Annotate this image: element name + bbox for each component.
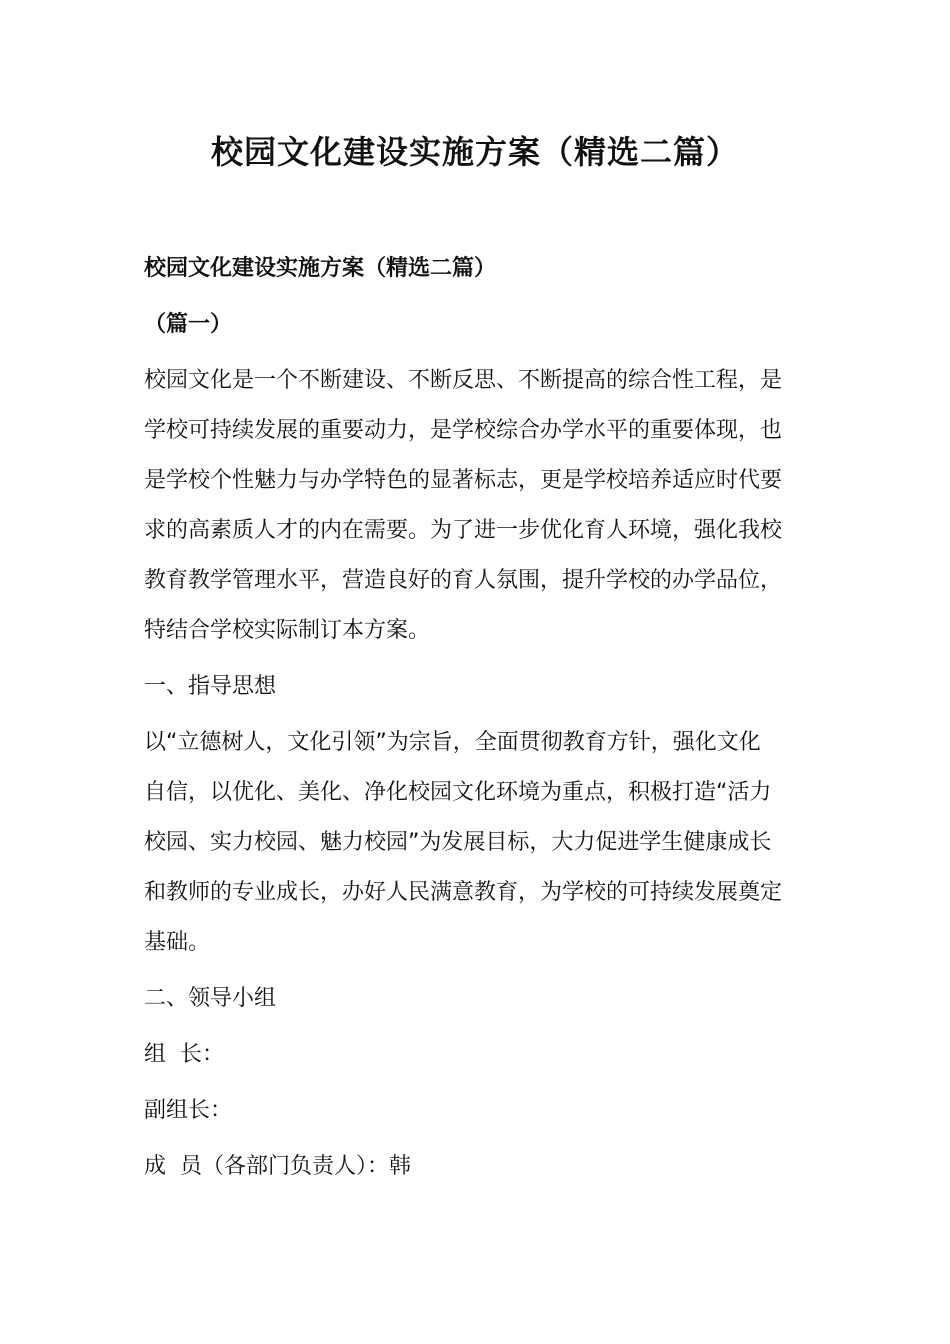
- paragraph-line: 自信，以优化、美化、净化校园文化环境为重点，积极打造“活力: [144, 780, 772, 805]
- guiding-ideology-paragraph: [144, 718, 809, 968]
- paragraph-line: 校园文化是一个不断建设、不断反思、不断提高的综合性工程，是: [144, 368, 783, 393]
- leader-line: 组 长：: [144, 1042, 224, 1067]
- document-subtitle: 校园文化建设实施方案（精选二篇）: [144, 256, 497, 281]
- section-heading-guiding-ideology: 一、指导思想: [144, 674, 277, 699]
- document-body: [144, 244, 809, 1192]
- paragraph-line: 基础。: [144, 930, 211, 955]
- paragraph-line: 求的高素质人才的内在需要。为了进一步优化育人环境，强化我校: [144, 518, 783, 543]
- paragraph-line: 校园、实力校园、魅力校园”为发展目标，大力促进学生健康成长: [144, 830, 772, 855]
- paragraph-line: 和教师的专业成长，办好人民满意教育，为学校的可持续发展奠定: [144, 880, 783, 905]
- part-label: （篇一）: [144, 312, 233, 337]
- intro-paragraph: [144, 356, 809, 656]
- deputy-leader-line: 副组长：: [144, 1098, 233, 1123]
- paragraph-line: 教育教学管理水平，营造良好的育人氛围，提升学校的办学品位，: [144, 568, 783, 593]
- paragraph-line: 以“立德树人，文化引领”为宗旨，全面贯彻教育方针，强化文化: [144, 730, 761, 755]
- document-title: 校园文化建设实施方案（精选二篇）: [210, 133, 739, 171]
- paragraph-line: 学校可持续发展的重要动力，是学校综合办学水平的重要体现，也: [144, 418, 783, 443]
- members-line: 成 员（各部门负责人）：韩: [144, 1154, 411, 1179]
- paragraph-line: 特结合学校实际制订本方案。: [144, 618, 431, 643]
- paragraph-line: 是学校个性魅力与办学特色的显著标志，更是学校培养适应时代要: [144, 468, 783, 493]
- section-heading-leadership-group: 二、领导小组: [144, 986, 277, 1011]
